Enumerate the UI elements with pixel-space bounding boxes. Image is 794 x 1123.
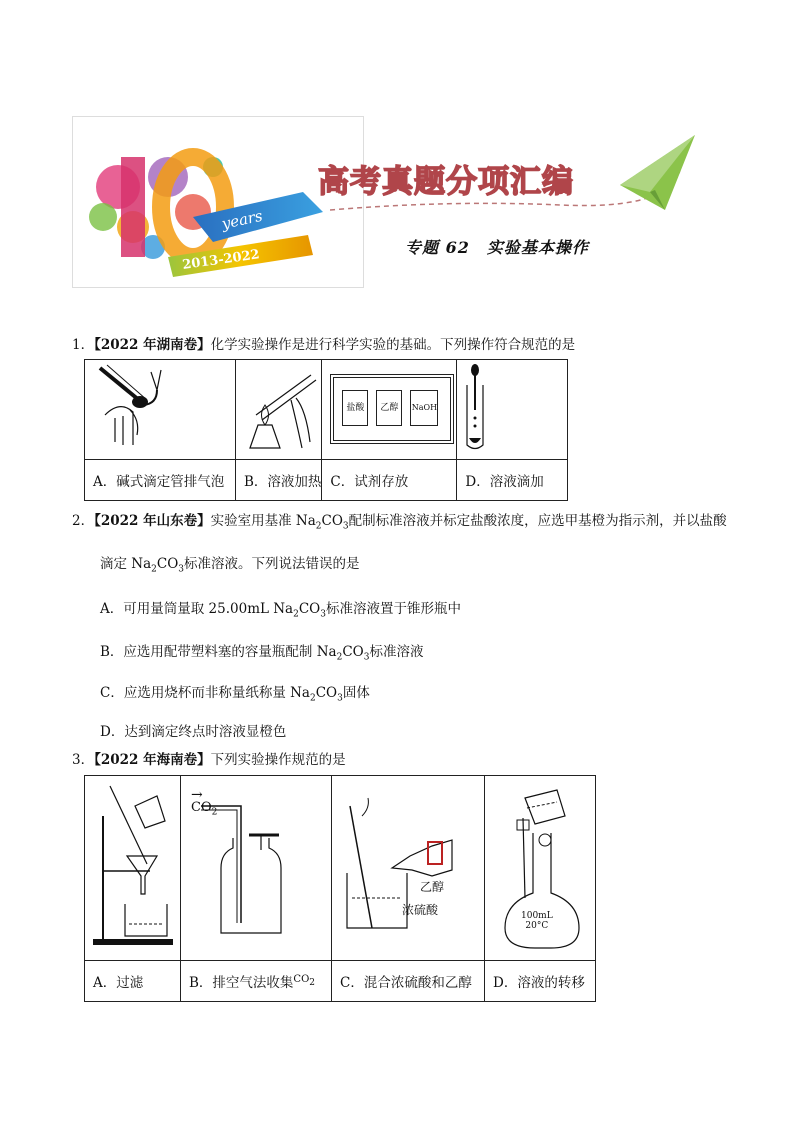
option-2a — [100, 597, 461, 620]
figure-3b — [181, 776, 332, 961]
sulfuric-acid-label: 浓硫酸 — [402, 903, 439, 917]
subscript: 3 — [320, 609, 326, 620]
option-1c: C．试剂存放 — [322, 460, 457, 501]
option-2c — [100, 681, 370, 704]
option-1d: D．溶液滴加 — [457, 460, 568, 501]
dropper-illustration — [457, 360, 553, 455]
bottle-label: 盐酸 — [346, 403, 365, 413]
figure-1a — [85, 360, 236, 460]
subscript: 3 — [178, 564, 185, 575]
logo-range-text: 2013-2022 — [181, 247, 261, 273]
figure-1d — [457, 360, 568, 460]
formula-part: CO — [293, 973, 310, 985]
question-1-stem — [72, 336, 575, 354]
filtration-illustration — [85, 776, 180, 956]
question-3-figure-table — [84, 775, 596, 1002]
option-text: A．可用量筒量取 25.00mL Na — [100, 601, 294, 617]
formula-part: CO — [315, 685, 338, 701]
option-1a: A．碱式滴定管排气泡 — [85, 460, 236, 501]
logo-ten-text: 10 — [78, 139, 91, 150]
bottle-label: 乙醇 — [380, 403, 399, 413]
figure-3c — [332, 776, 485, 961]
question-source: 【2022 年海南卷】 — [94, 752, 211, 768]
digit-one-shape — [121, 157, 145, 257]
question-2-line2 — [100, 555, 360, 579]
subscript: 2 — [293, 609, 299, 620]
question-text: 实验室用基准 Na — [210, 513, 316, 529]
formula-part: CO — [191, 800, 212, 815]
figure-3d — [485, 776, 596, 961]
option-text: 标准溶液置于锥形瓶中 — [325, 601, 461, 617]
question-text: 滴定 Na — [100, 556, 152, 572]
bottle-label: NaOH — [411, 403, 438, 412]
question-text: 标准溶液。下列说法错误的是 — [184, 556, 360, 572]
logo-years-text: years — [220, 206, 265, 233]
option-3a: A．过滤 — [85, 961, 181, 1002]
option-3b — [181, 961, 332, 1002]
subscript: 2 — [309, 977, 316, 988]
subscript: 3 — [342, 521, 349, 532]
option-text: B．应选用配带塑料塞的容量瓶配制 Na — [100, 644, 337, 660]
heating-solution-illustration — [236, 360, 320, 455]
subscript: 2 — [151, 564, 157, 575]
page-title: 高考真题分项汇编 — [318, 164, 574, 200]
subscript: 3 — [337, 693, 343, 704]
flask-volume: 100mL — [521, 911, 553, 921]
mixing-acid-illustration — [332, 778, 484, 958]
option-text: C．应选用烧杯而非称量纸称量 Na — [100, 685, 310, 701]
reagent-bottle-ethanol — [376, 390, 402, 426]
figure-1b — [236, 360, 322, 460]
question-number: 3． — [72, 752, 95, 768]
question-text: 化学实验操作是进行科学实验的基础。下列操作符合规范的是 — [210, 337, 576, 353]
formula-part: CO — [321, 513, 343, 529]
ethanol-label: 乙醇 — [420, 880, 445, 894]
formula-part: CO — [156, 556, 179, 572]
question-1-figure-table — [84, 359, 568, 501]
option-1b: B．溶液加热 — [236, 460, 322, 501]
flask-label — [521, 911, 553, 931]
formula-part: CO — [342, 644, 364, 660]
flask-temperature: 20°C — [525, 921, 549, 931]
question-3-stem — [72, 751, 346, 769]
subscript: 2 — [211, 807, 218, 818]
volumetric-flask-illustration — [485, 778, 595, 958]
question-text: 配制标准溶液并标定盐酸浓度，应选甲基橙为指示剂，并以盐酸 — [348, 513, 727, 529]
subscript: 2 — [336, 652, 343, 663]
figure-1c — [322, 360, 457, 460]
option-text: 固体 — [342, 685, 370, 701]
option-text: 标准溶液 — [369, 644, 424, 660]
question-source: 【2022 年湖南卷】 — [94, 337, 211, 353]
formula-part: CO — [298, 601, 321, 617]
subscript: 2 — [309, 693, 316, 704]
option-2d: D．达到滴定终点时溶液显橙色 — [100, 724, 287, 740]
ten-years-logo — [73, 117, 363, 287]
option-2b — [100, 640, 423, 663]
paper-plane-icon — [620, 135, 695, 210]
subscript: 2 — [315, 521, 322, 532]
question-text: 下列实验操作规范的是 — [210, 752, 346, 768]
burette-bubble-illustration — [85, 360, 235, 455]
header-banner — [72, 116, 364, 288]
subscript: 3 — [363, 652, 370, 663]
co2-arrow-label: → $CO_2$ — [191, 787, 218, 818]
option-3c: C．混合浓硫酸和乙醇 — [332, 961, 485, 1002]
reagent-bottle-naoh — [410, 390, 438, 426]
question-number: 2． — [72, 513, 95, 529]
question-source: 【2022 年山东卷】 — [94, 513, 211, 529]
option-3d: D．溶液的转移 — [485, 961, 596, 1002]
reagent-bottle-hcl — [342, 390, 368, 426]
figure-3a — [85, 776, 181, 961]
topic-subtitle: 专题 62 实验基本操作 — [405, 238, 589, 257]
question-2-stem — [72, 512, 727, 536]
gas-bottle-illustration — [181, 778, 331, 958]
question-number: 1． — [72, 337, 95, 353]
option-text: B．排空气法收集 — [189, 975, 294, 991]
